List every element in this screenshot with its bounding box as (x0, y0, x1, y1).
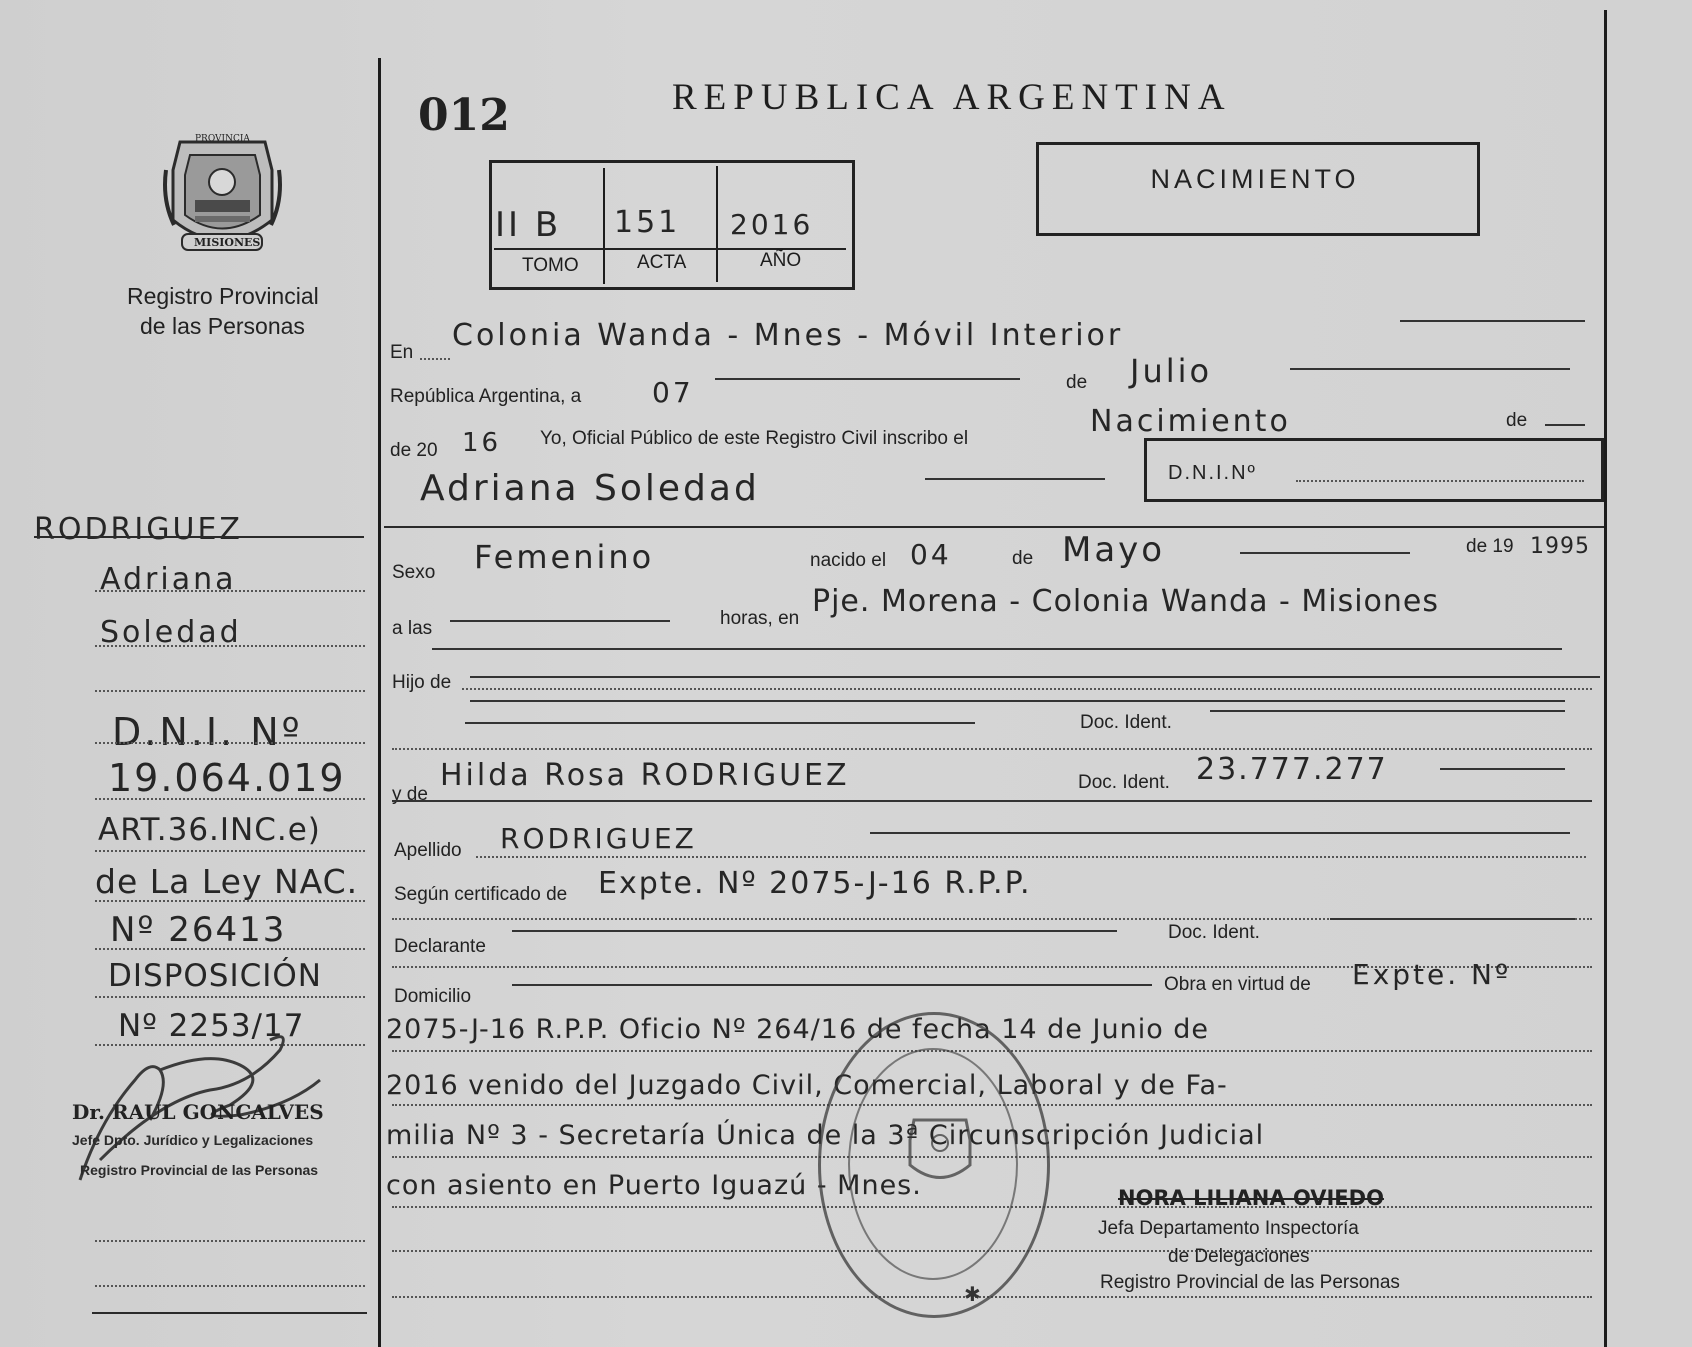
hijo-line-2 (470, 700, 1565, 702)
mother-doc: 23.777.277 (1196, 752, 1388, 787)
sexo-value: Femenino (474, 538, 655, 576)
doc-ident-label-1: Doc. Ident. (1080, 712, 1172, 733)
apellido-label: Apellido (394, 840, 462, 861)
declarante-line (512, 930, 1117, 932)
segun-label: Según certificado de (394, 884, 568, 905)
de-label-3: de (1012, 548, 1034, 569)
hijo-line-3 (465, 722, 975, 724)
segun-value: Expte. Nº 2075-J-16 R.P.P. (598, 866, 1032, 901)
mother-name: Hilda Rosa RODRIGUEZ (440, 758, 850, 793)
acta-label: ACTA (637, 252, 687, 273)
doc-ident-label-2: Doc. Ident. (1078, 772, 1170, 793)
declarante-doc-line (1330, 918, 1575, 920)
record-table-divider (716, 166, 718, 282)
yde-label: y de (392, 784, 428, 805)
day-value: 07 (652, 376, 694, 409)
section-divider (384, 526, 1604, 528)
de-line (1545, 424, 1585, 426)
margin-surname: RODRIGUEZ (34, 512, 243, 547)
child-name-value: Adriana Soledad (420, 468, 760, 509)
doc-ident-line-1 (1210, 710, 1565, 712)
crest-bottom-label: MISIONES (194, 236, 261, 249)
obra-label: Obra en virtud de (1164, 974, 1311, 995)
month-value: Julio (1130, 352, 1213, 390)
day-line (715, 378, 1020, 380)
en-value: Colonia Wanda - Mnes - Móvil Interior (452, 318, 1124, 353)
margin-dotted-line (95, 948, 365, 950)
apellido-dots (476, 856, 1586, 858)
official-name: NORA LILIANA OVIEDO (1118, 1186, 1384, 1210)
margin-dotted-line (95, 742, 365, 744)
en-label: En (390, 342, 414, 363)
month-line (1290, 368, 1570, 370)
de-label: de (1066, 372, 1088, 393)
margin-signer-title2: Registro Provincial de las Personas (80, 1162, 319, 1178)
oficial-text: Yo, Oficial Público de este Registro Civil inscribo el (540, 428, 969, 449)
declarante-label: Declarante (394, 936, 486, 957)
anio-label: AÑO (760, 250, 802, 271)
registry-name-line2: de las Personas (140, 313, 305, 339)
domicilio-line (512, 984, 1152, 986)
note-line-2: 2016 venido del Juzgado Civil, Comercial, Laboral y de Fa- (386, 1070, 1228, 1101)
sexo-label: Sexo (392, 562, 436, 583)
hijo-line (470, 676, 1600, 678)
margin-ley-line: de La Ley NAC. (95, 862, 359, 901)
margin-dotted-line (95, 690, 365, 692)
nacido-label: nacido el (810, 550, 887, 571)
year-prefix: de 20 (390, 440, 438, 461)
margin-first-name: Adriana (100, 562, 237, 597)
official-title-3: Registro Provincial de las Personas (1100, 1272, 1400, 1293)
margin-signer-title1: Jefe Dpto. Jurídico y Legalizaciones (72, 1132, 314, 1148)
domicilio-label: Domicilio (394, 986, 472, 1007)
birth-day: 04 (910, 538, 952, 571)
margin-dni-value: 19.064.019 (108, 756, 346, 800)
margin-dotted-line (95, 900, 365, 902)
margin-disposicion-number: Nº 2253/17 (118, 1008, 305, 1044)
margin-art-line: ART.36.INC.e) (98, 812, 321, 848)
dni-box-dots (1296, 480, 1584, 482)
hijo-dots (462, 688, 1592, 690)
de-year-label: de 19 (1466, 536, 1514, 557)
birth-month: Mayo (1062, 530, 1166, 570)
margin-dotted-line (95, 850, 365, 852)
margin-rule (34, 536, 364, 538)
margin-disposicion: DISPOSICIÓN (108, 958, 322, 994)
place-line-2 (432, 648, 1562, 650)
registry-name-line1: Registro Provincial (127, 283, 319, 309)
year-value: 16 (462, 428, 502, 458)
margin-dotted-line (95, 645, 365, 647)
republica-label: República Argentina, a (390, 386, 582, 407)
anio-value: 2016 (730, 208, 814, 241)
country-title: REPUBLICA ARGENTINA (672, 77, 1232, 118)
seal-star-icon: ✱ (964, 1284, 981, 1306)
margin-dotted-line (95, 1285, 365, 1287)
yde-line-2 (392, 800, 1592, 802)
a-las-label: a las (392, 618, 433, 639)
obra-value: Expte. Nº (1352, 958, 1512, 991)
margin-bottom-rule (92, 1312, 367, 1314)
certificate-number: 012 (418, 90, 510, 141)
mother-doc-line (1440, 768, 1565, 770)
tomo-value: II B (495, 205, 562, 245)
record-table-divider (603, 168, 605, 284)
margin-dotted-line (95, 590, 365, 592)
right-border (1604, 10, 1607, 1347)
hijo-dots-2 (392, 748, 1592, 750)
apellido-line (870, 832, 1570, 834)
acta-value: 151 (614, 205, 681, 240)
margin-second-name: Soledad (100, 615, 242, 650)
horas-label: horas, en (720, 608, 800, 629)
margin-dotted-line (95, 798, 365, 800)
note-line-1: 2075-J-16 R.P.P. Oficio Nº 264/16 de fecha 14 de Junio de (386, 1014, 1210, 1045)
official-title-1: Jefa Departamento Inspectoría (1098, 1218, 1359, 1239)
margin-ley-number: Nº 26413 (110, 910, 287, 950)
birth-place: Pje. Morena - Colonia Wanda - Misiones (812, 584, 1439, 619)
seal-crest-icon (900, 1110, 980, 1190)
doc-ident-label-3: Doc. Ident. (1168, 922, 1260, 943)
name-line (925, 478, 1105, 480)
official-title-2: de Delegaciones (1168, 1246, 1310, 1267)
en-dots (420, 358, 450, 360)
inscribe-value: Nacimiento (1090, 404, 1291, 439)
crest-top-label: PROVINCIA (195, 134, 250, 144)
left-column-divider (378, 58, 381, 1347)
margin-dotted-line (95, 1240, 365, 1242)
tomo-label: TOMO (522, 255, 579, 276)
margin-dotted-line (95, 996, 365, 998)
a-las-line (450, 620, 670, 622)
apellido-value: RODRIGUEZ (500, 822, 697, 855)
note-line-4: con asiento en Puerto Iguazú - Mnes. (386, 1170, 922, 1201)
birth-month-line (1240, 552, 1410, 554)
margin-signer-name: Dr. RAUL GONCALVES (72, 1100, 324, 1124)
de-label-2: de (1506, 410, 1528, 431)
hijo-label: Hijo de (392, 672, 452, 693)
birth-year: 1995 (1530, 534, 1590, 559)
note-line-3: milia Nº 3 - Secretaría Única de la 3ª Circunscripción Judicial (386, 1120, 1265, 1151)
dni-box-label: D.N.I.Nº (1168, 462, 1257, 484)
en-line (1400, 320, 1585, 322)
margin-dni-label: D.N.I. Nº (112, 710, 303, 754)
certificate-type: NACIMIENTO (1150, 164, 1360, 194)
